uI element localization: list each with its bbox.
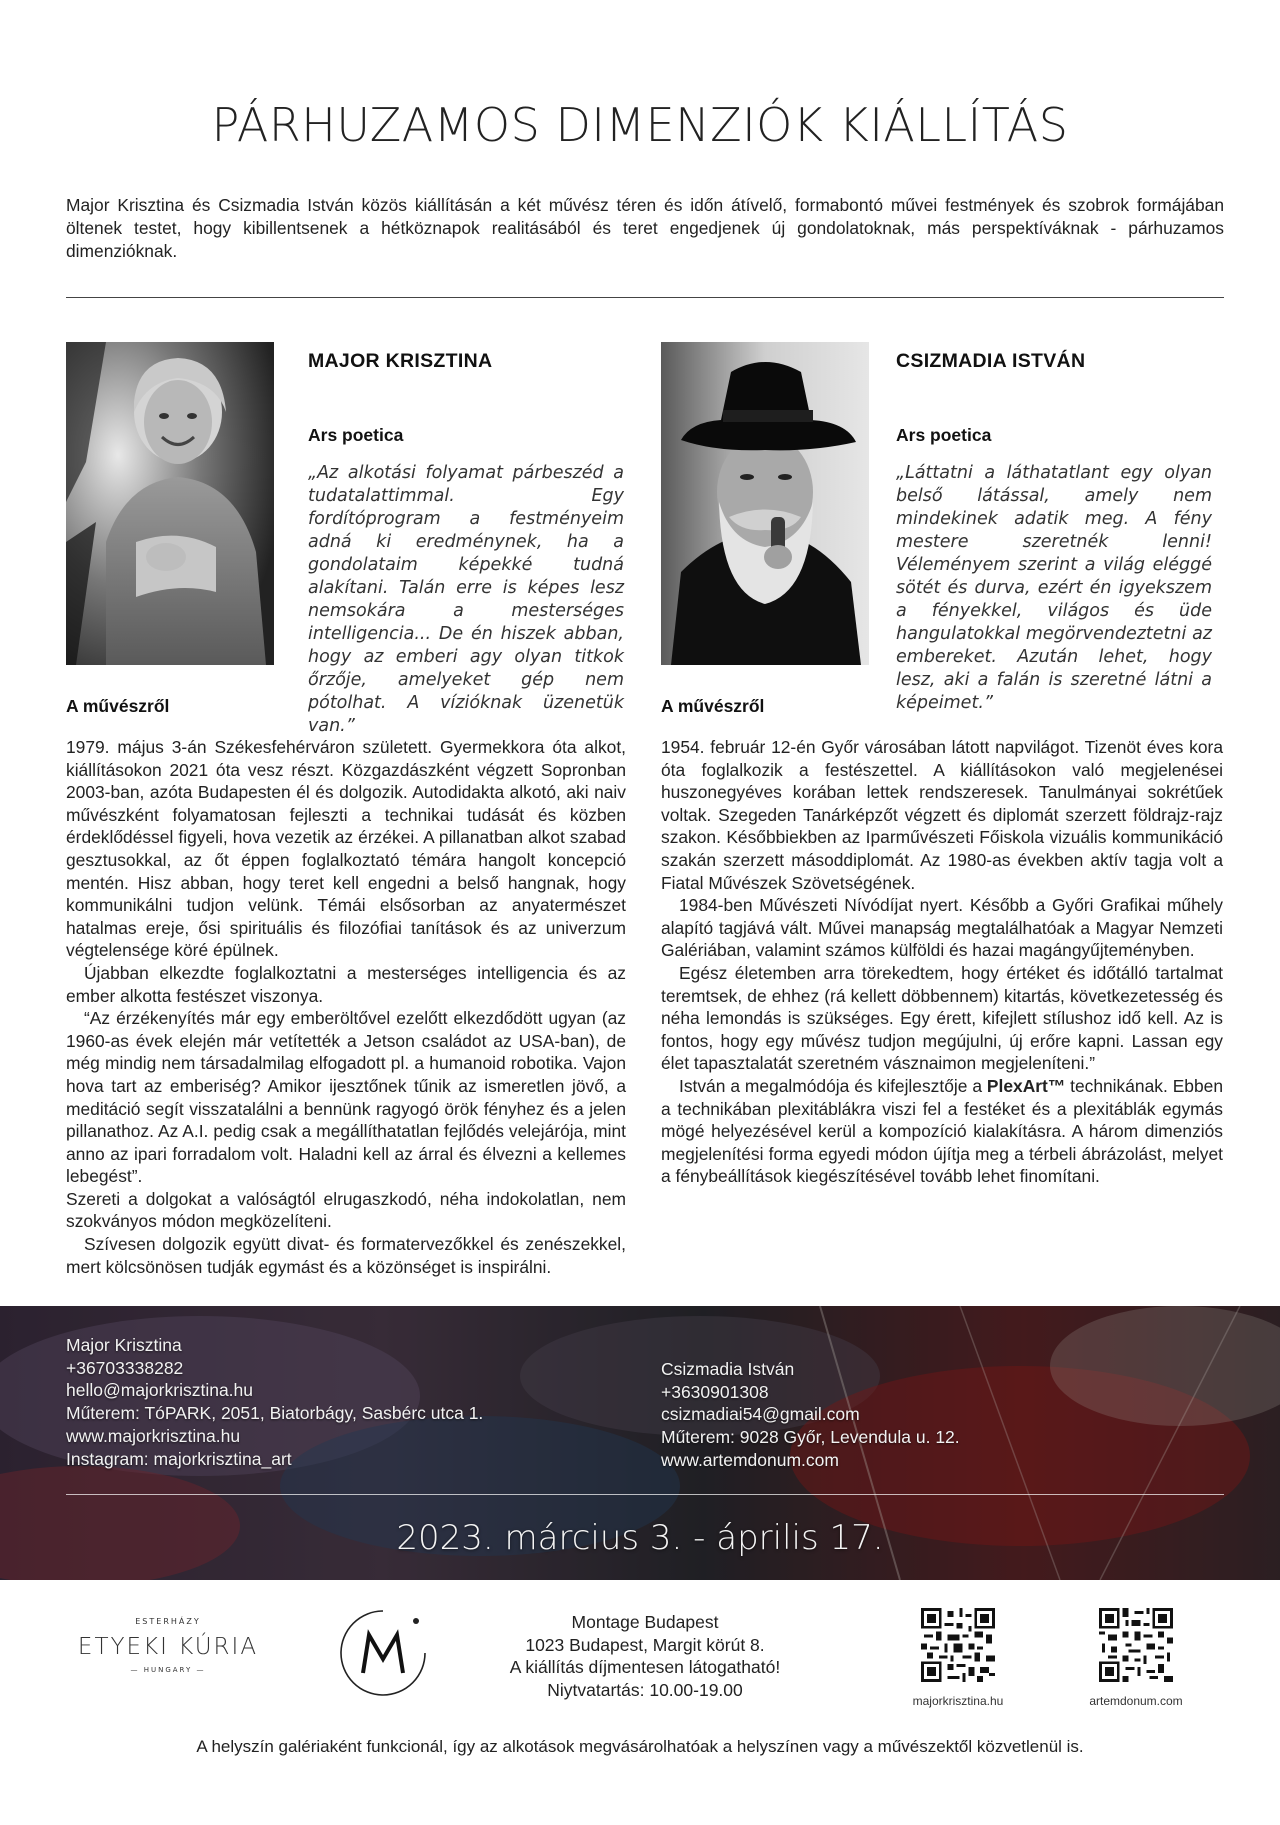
logo-main-text: ETYEKI KÚRIA — [77, 1634, 259, 1660]
bio-paragraph: 1984-ben Művészeti Nívódíjat nyert. Később a Győri Grafikai műhely alapító tagjává vált. Művei manapság megtalálhatóak a Magyar Nemzeti Galériában, valamint számos külföldi és hazai magángyűjteményben. — [661, 895, 1223, 961]
banner-divider — [66, 1494, 1224, 1495]
portrait-major-krisztina — [66, 342, 274, 665]
contact-block-left — [66, 1334, 483, 1470]
portrait-csizmadia-istvan — [661, 342, 869, 665]
ars-poetica-heading-left: Ars poetica — [308, 425, 404, 445]
venue-entry: A kiállítás díjmentesen látogatható! — [509, 1657, 781, 1678]
divider — [66, 297, 1224, 298]
contact-block-right — [661, 1358, 960, 1472]
artist-name-right: CSIZMADIA ISTVÁN — [896, 350, 1086, 372]
montage-logo — [337, 1607, 429, 1699]
bio-paragraph: Egész életemben arra törekedtem, hogy értéket és időtálló tartalmat teremtsek, de ehhez (rá kellett döbbennem) kitartás, következetesség és néha lemondás is szükséges. Egy érett, kifejlett stílushoz idő kell. Az is fontos, hogy egy művész tudjon megújulni, új erőre kapni. Lassan egy élet tapasztalatát szeretném vásznaimon megjeleníteni.” — [661, 962, 1223, 1074]
portrait-woman-image — [66, 342, 274, 665]
contact-instagram[interactable]: Instagram: majorkrisztina_art — [66, 1448, 292, 1469]
bio-paragraph: Szívesen dolgozik együtt divat- és formatervezőkkel és zenészekkel, mert kölcsönösen tudják egymást és a közönséget is inspirálni. — [66, 1234, 626, 1277]
contact-studio: Műterem: TóPARK, 2051, Biatorbágy, Sasbérc utca 1. — [66, 1403, 484, 1424]
bio-text: technikának. Ebben a technikában plexitáblákra viszi fel a festéket és a plexitáblák egymás mögé helyezésével kerül a kompozíció kialakításra. A három dimenziós megjelenítési forma egyedi módon újítja meg a térbeli ábrázolást, melyet a fénybeállítások kiegészítésével tovább lehet finomítani. — [661, 1075, 1223, 1187]
bio-paragraph: Újabban elkezdte foglalkoztatni a mesterséges intelligencia és az ember alkotta festészet viszonya. — [66, 962, 626, 1006]
contact-website[interactable]: www.majorkrisztina.hu — [66, 1425, 241, 1446]
contact-banner — [0, 1306, 1280, 1580]
etyeki-kuria-logo — [62, 1610, 274, 1678]
contact-name: Major Krisztina — [66, 1335, 182, 1355]
bottom-note: A helyszín galériaként funkcionál, így az alkotások megvásárolhatóak a helyszínen vagy a művészektől közvetlenül is. — [196, 1737, 1084, 1756]
ars-poetica-quote-right: „Láttatni a láthatatlant egy olyan belső látással, amely nem mindekinek adatik meg. A fény mestere szeretnék lenni! Véleményem szerint a világ eléggé sötét és durva, ezért én igyekszem a fényekkel, világos és üde hangulatokkal megörvendeztetni az embereket. Azután lehet, hogy lesz, aki a falán is szeretné látni a képeimet.” — [896, 463, 1212, 713]
about-artist-heading-right: A művészről — [661, 696, 765, 716]
qr-label-majorkrisztina: majorkrisztina.hu — [912, 1694, 1004, 1708]
intro-paragraph: Major Krisztina és Csizmadia István közös kiállításán a két művész téren és időn átívelő, formabontó művei festmények és szobrok formájában öltenek testet, hogy kibillentsenek a hétköznapok realitásából és teret engedjenek új gondolatoknak, más perspektíváknak - párhuzamos dimenzióknak. — [66, 195, 1224, 261]
page-title: PÁRHUZAMOS DIMENZIÓK KIÁLLÍTÁS — [211, 98, 1069, 152]
bio-paragraph-plexart — [661, 1075, 1223, 1188]
artist-name-left: MAJOR KRISZTINA — [308, 350, 493, 372]
qr-code-majorkrisztina[interactable] — [921, 1608, 995, 1682]
plexart-term: PlexArt™ — [986, 1075, 1066, 1096]
qr-label-artemdonum: artemdonum.com — [1089, 1694, 1183, 1708]
ars-poetica-quote-left: „Az alkotási folyamat párbeszéd a tudatalattimmal. Egy fordítóprogram a festményeim adná ki eredménynek, ha a gondolataim képekké tudná alakítani. Talán erre is képes lesz nemsokára a mesterséges intelligencia... De én hiszek abban, hogy az emberi agy olyan titkok őrzője, amelyeket gép nem pótolhat. A vízióknak üzenetük van.” — [308, 463, 624, 736]
contact-name: Csizmadia István — [661, 1359, 795, 1379]
venue-info — [460, 1611, 830, 1701]
bio-paragraph: Szereti a dolgokat a valóságtól elrugaszkodó, néha indokolatlan, nem szokványos módon megközelíteni. — [66, 1188, 626, 1232]
venue-address: 1023 Budapest, Margit körút 8. — [525, 1634, 765, 1655]
logo-bottom-text: — HUNGARY — — [130, 1666, 206, 1674]
venue-hours: Niytvatartás: 10.00-19.00 — [547, 1679, 743, 1700]
bio-paragraph: 1979. május 3-án Székesfehérváron született. Gyermekkora óta alkot, kiállításokon 2021 óta vesz részt. Közgazdászként végzett Sopronban 2003-ban, azóta Budapesten él és dolgozik. Autodidakta alkotó, aki naiv művészként folyamatosan fejleszti a technikai tudását és közben érdeklődéssel figyeli, hova vezetik az érzékei. A pillanatban alkot szabad gesztusokkal, az őt éppen foglalkoztató témára hangolt koncepció mentén. Hisz abban, hogy teret kell engedni a belső hangnak, hogy kommunikálni tudjon velünk. Témái elsősorban az anyatermészet hatalmas ereje, ősi spirituális és filozófiai tanítások és az univerzum végtelensége köré épülnek. — [66, 737, 626, 961]
portrait-man-image — [661, 342, 869, 665]
exhibition-dates: 2023. március 3. - április 17. — [396, 1518, 884, 1558]
ars-poetica-heading-right: Ars poetica — [896, 425, 992, 445]
contact-phone[interactable]: +36703338282 — [66, 1357, 184, 1378]
bio-paragraph: 1954. február 12-én Győr városában látott napvilágot. Tizenöt éves kora óta foglalkozik a festészettel. A kiállításokon való megjelenései huszonegyéves korában lettek rendszeresek. Tanulmányai sokrétűek voltak. Szegeden Tanárképzőt végzett és diplomát szerzett földrajz-rajz szakon. Későbbiekben az Iparművészeti Főiskola vizuális kommunikáció szakán szerzett másoddiplomát. Az 1980-as években aktív tagja volt a Fiatal Művészek Szövetségének. — [661, 737, 1223, 893]
bio-paragraph: “Az érzékenyítés már egy emberöltővel ezelőtt elkezdődött ugyan (az 1960-as évek elején már vetítették a Jetson családot az USA-ban), de még mindig nem társadalmilag elfogadott pl. a humanoid robotika. Vajon hova tart az emberiség? Amikor ijesztőnek tűnik az ismeretlen jövő, a meditáció segít visszatalálni a bennünk ragyogó örök fényhez és a jelen pillanathoz. Az A.I. pedig csak a megállíthatatlan fejlődés velejárója, mint anno az ipari forradalom volt. Haladni kell az árral és élvezni a kellemes lebegést”. — [66, 1008, 626, 1187]
contact-phone[interactable]: +3630901308 — [661, 1381, 769, 1402]
artist-bio-left — [66, 736, 626, 1278]
contact-email[interactable]: hello@majorkrisztina.hu — [66, 1380, 254, 1401]
venue-name: Montage Budapest — [571, 1612, 719, 1632]
artist-bio-right — [661, 736, 1223, 1188]
bio-text: István a megalmódója és kifejlesztője a — [679, 1075, 987, 1096]
contact-email[interactable]: csizmadiai54@gmail.com — [661, 1404, 860, 1425]
about-artist-heading-left: A művészről — [66, 696, 170, 716]
logo-top-text: ESTERHÁZY — [135, 1617, 201, 1626]
contact-website[interactable]: www.artemdonum.com — [661, 1449, 839, 1470]
contact-studio: Műterem: 9028 Győr, Levendula u. 12. — [661, 1427, 960, 1448]
qr-code-artemdonum[interactable] — [1099, 1608, 1173, 1682]
